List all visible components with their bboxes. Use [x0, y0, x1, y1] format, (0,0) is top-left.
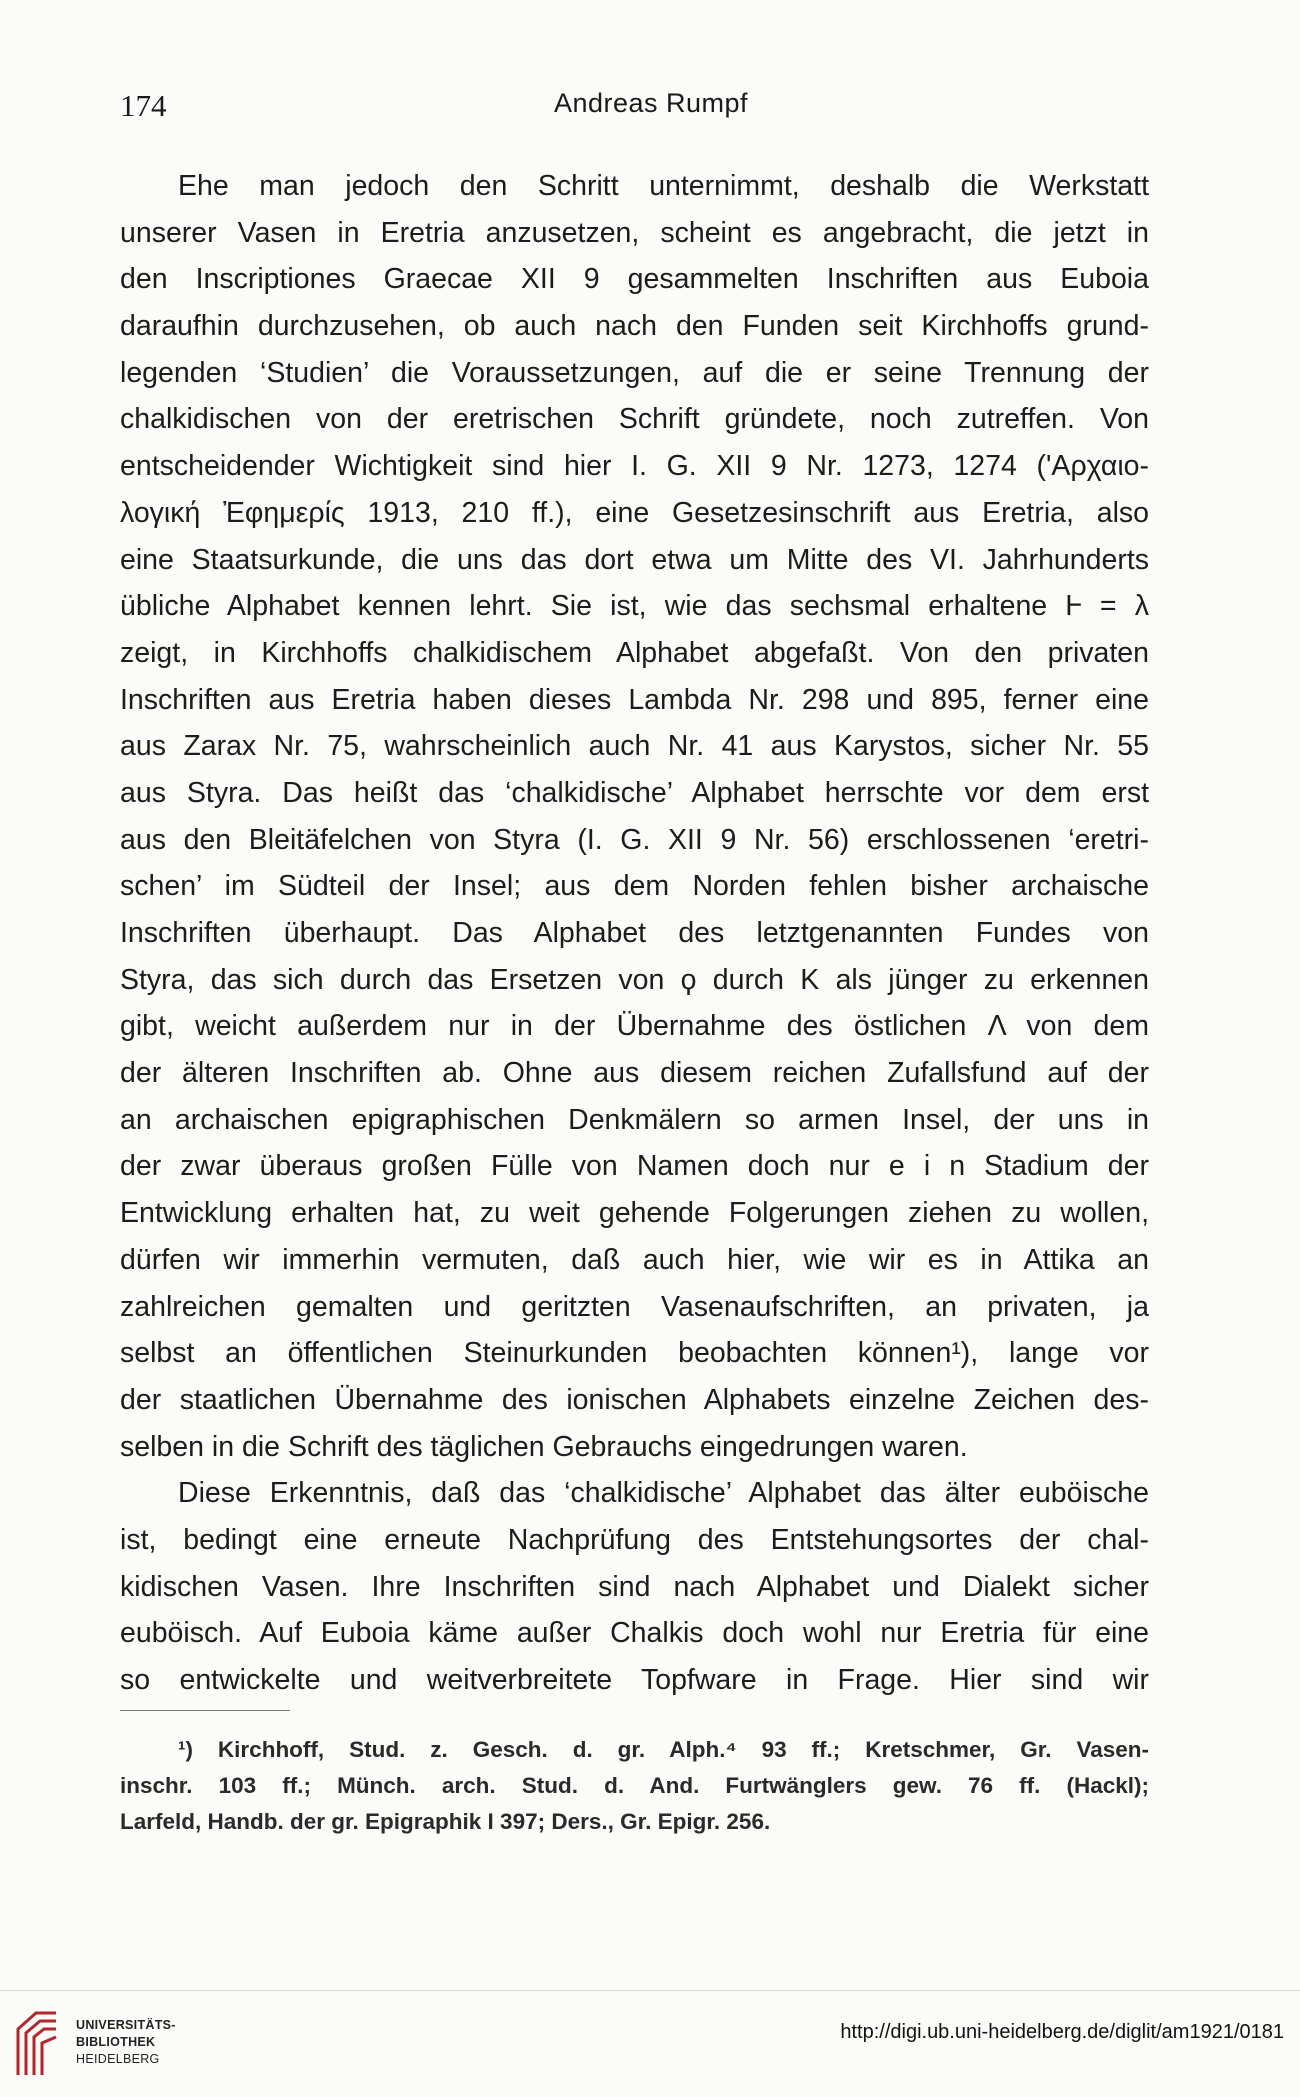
footnote-divider: [120, 1710, 290, 1711]
body-line: λογική Ἐφημερίς 1913, 210 ff.), eine Gesetzesinschrift aus Eretria, also: [120, 496, 1149, 529]
footnote-line: inschr. 103 ff.; Münch. arch. Stud. d. And. Furtwänglers gew. 76 ff. (Hackl);: [120, 1773, 1149, 1798]
body-line: der zwar überaus großen Fülle von Namen doch nur e i n Stadium der: [120, 1150, 1149, 1183]
body-line: Ehe man jedoch den Schritt unternimmt, deshalb die Werkstatt: [178, 170, 1149, 202]
body-line: legenden ‘Studien’ die Voraussetzungen, auf die er seine Trennung der: [120, 356, 1149, 389]
body-line: kidischen Vasen. Ihre Inschriften sind nach Alphabet und Dialekt sicher: [120, 1570, 1149, 1603]
body-line: gibt, weicht außerdem nur in der Übernahme des östlichen Λ von dem: [120, 1010, 1149, 1043]
body-line: übliche Alphabet kennen lehrt. Sie ist, wie das sechsmal erhaltene Ⱶ = λ: [120, 590, 1149, 623]
body-line: euböisch. Auf Euboia käme außer Chalkis doch wohl nur Eretria für eine: [120, 1617, 1149, 1650]
footnote-line: ¹) Kirchhoff, Stud. z. Gesch. d. gr. Alph.⁴ 93 ff.; Kretschmer, Gr. Vasen-: [178, 1737, 1149, 1762]
body-line: Inschriften aus Eretria haben dieses Lambda Nr. 298 und 895, ferner eine: [120, 683, 1149, 716]
library-name-line: UNIVERSITÄTS-: [76, 2018, 176, 2032]
body-line: zahlreichen gemalten und geritzten Vasenaufschriften, an privaten, ja: [120, 1290, 1149, 1323]
library-name-line: BIBLIOTHEK: [76, 2035, 156, 2049]
body-line: selben in die Schrift des täglichen Gebrauchs eingedrungen waren.: [120, 1430, 968, 1463]
body-line: an archaischen epigraphischen Denkmälern so armen Insel, der uns in: [120, 1103, 1149, 1136]
page-number: 174: [120, 88, 167, 123]
document-url-link[interactable]: http://digi.ub.uni-heidelberg.de/diglit/am1921/0181: [840, 2021, 1284, 2043]
footnote-line: Larfeld, Handb. der gr. Epigraphik I 397; Ders., Gr. Epigr. 256.: [120, 1809, 771, 1834]
body-line: Styra, das sich durch das Ersetzen von ϙ durch K als jünger zu erkennen: [120, 963, 1149, 996]
body-line: Entwicklung erhalten hat, zu weit gehende Folgerungen ziehen zu wollen,: [120, 1197, 1149, 1230]
body-line: Inschriften überhaupt. Das Alphabet des letztgenannten Fundes von: [120, 917, 1149, 949]
footnotes: [120, 1732, 1149, 1840]
body-line: aus den Bleitäfelchen von Styra (I. G. XII 9 Nr. 56) erschlossenen ‘eretri-: [120, 823, 1149, 856]
body-line: chalkidischen von der eretrischen Schrift gründete, noch zutreffen. Von: [120, 403, 1149, 436]
body-line: der staatlichen Übernahme des ionischen Alphabets einzelne Zeichen des-: [120, 1383, 1149, 1416]
body-text: [120, 163, 1149, 1704]
body-line: ist, bedingt eine erneute Nachprüfung des Entstehungsortes der chal-: [120, 1523, 1149, 1556]
library-name: [76, 2017, 176, 2068]
body-line: unserer Vasen in Eretria anzusetzen, scheint es angebracht, die jetzt in: [120, 216, 1149, 249]
body-line: so entwickelte und weitverbreitete Topfware in Frage. Hier sind wir: [120, 1664, 1149, 1696]
library-logo-icon: [14, 2009, 60, 2079]
body-line: aus Styra. Das heißt das ‘chalkidische’ Alphabet herrschte vor dem erst: [120, 776, 1149, 809]
body-line: zeigt, in Kirchhoffs chalkidischem Alphabet abgefaßt. Von den privaten: [120, 636, 1149, 669]
body-line: Diese Erkenntnis, daß das ‘chalkidische’ Alphabet das älter euböische: [178, 1477, 1149, 1510]
body-line: der älteren Inschriften ab. Ohne aus diesem reichen Zufallsfund auf der: [120, 1057, 1149, 1090]
body-line: daraufhin durchzusehen, ob auch nach den Funden seit Kirchhoffs grund-: [120, 310, 1149, 343]
body-line: selbst an öffentlichen Steinurkunden beobachten können¹), lange vor: [120, 1337, 1149, 1370]
body-line: schen’ im Südteil der Insel; aus dem Norden fehlen bisher archaische: [120, 870, 1149, 903]
body-line: entscheidender Wichtigkeit sind hier I. G. XII 9 Nr. 1273, 1274 ('Αρχαιο-: [120, 450, 1149, 483]
body-line: den Inscriptiones Graecae XII 9 gesammelten Inschriften aus Euboia: [120, 263, 1149, 296]
library-name-line: HEIDELBERG: [76, 2052, 160, 2066]
body-line: dürfen wir immerhin vermuten, daß auch hier, wie wir es in Attika an: [120, 1243, 1149, 1276]
running-head: [120, 88, 1182, 128]
running-title: Andreas Rumpf: [553, 88, 749, 118]
viewer-footer: [0, 1990, 1300, 2097]
body-line: eine Staatsurkunde, die uns das dort etwa um Mitte des VI. Jahrhunderts: [120, 543, 1149, 576]
body-line: aus Zarax Nr. 75, wahrscheinlich auch Nr. 41 aus Karystos, sicher Nr. 55: [120, 730, 1149, 763]
